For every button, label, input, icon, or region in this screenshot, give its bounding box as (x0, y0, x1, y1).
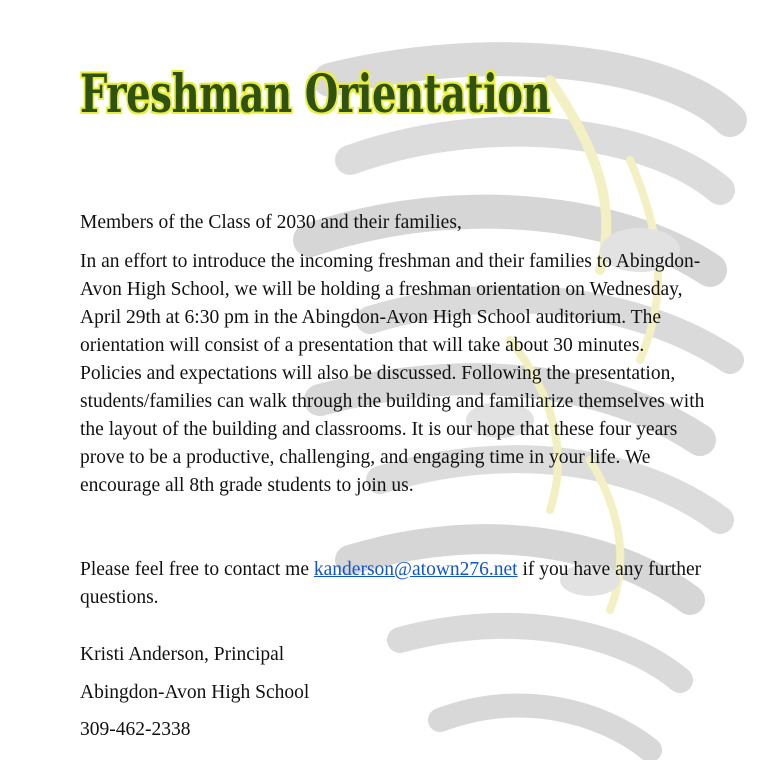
contact-text-before: Please feel free to contact me (80, 559, 314, 580)
signature-school: Abingdon-Avon High School (80, 682, 310, 703)
document-title: Freshman Orientation (80, 64, 551, 125)
contact-paragraph (80, 556, 720, 612)
contact-text-after: if you have any further questions. (80, 559, 702, 608)
greeting: Members of the Class of 2030 and their families, (80, 212, 462, 233)
email-link[interactable]: kanderson@atown276.net (313, 559, 518, 580)
body-paragraph: In an effort to introduce the incoming freshman and their families to Abingdon-Avon High School, we will be holding a freshman orientation on Wednesday, April 29th at 6:30 pm in the Abingdon-Avon High School auditorium. The orientation will consist of a presentation that will take about 30 minutes. Policies and expectations will also be discussed. Following the presentation, students/families can walk through the building and familiarize themselves with the layout of the building and classrooms. It is our hope that these four years prove to be a productive, challenging, and engaging time in your life. We encourage all 8th grade students to join us. (80, 251, 705, 496)
signature-phone: 309-462-2338 (80, 719, 191, 740)
signature-name: Kristi Anderson, Principal (80, 644, 285, 665)
